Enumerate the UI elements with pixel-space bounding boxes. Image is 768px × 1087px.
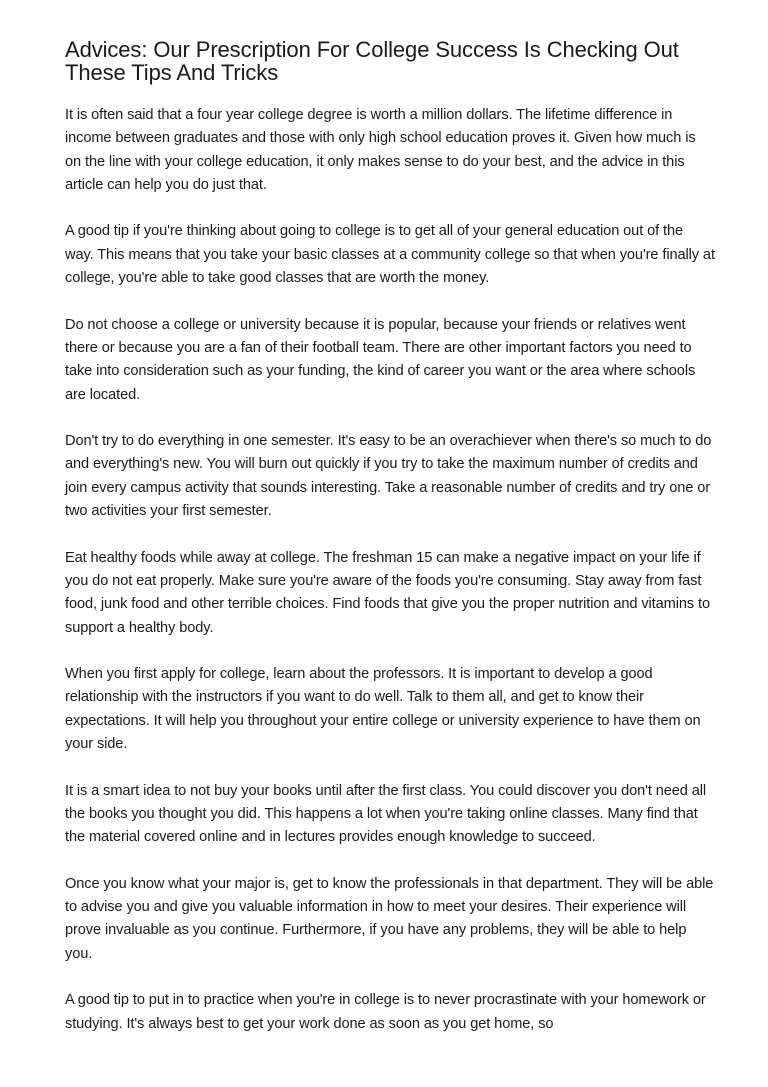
- paragraph: Do not choose a college or university because it is popular, because your friends or relatives went there or because you are a fan of their football team. There are other important factors you need to take into consideration such as your funding, the kind of career you want or the area where schools are located.: [65, 316, 696, 403]
- paragraph: Once you know what your major is, get to know the professionals in that department. They will be able to advise you and give you valuable information in how to meet your desires. Their experience will prove invaluable as you continue. Furthermore, if you have any problems, they will be able to help you.: [65, 875, 714, 962]
- paragraph: A good tip to put in to practice when you're in college is to never procrastinate with your homework or studying. It's always best to get your work done as soon as you get home, so: [65, 992, 706, 1032]
- paragraph: It is a smart idea to not buy your books until after the first class. You could discover you don't need all the books you thought you did. This happens a lot when you're taking online classes. Many find that the material covered online and in lectures provides enough knowledge to succeed.: [65, 782, 707, 846]
- document-title: Advices: Our Prescription For College Success Is Checking Out These Tips And Tricks: [65, 37, 679, 85]
- paragraph: Eat healthy foods while away at college. The freshman 15 can make a negative impact on your life if you do not eat properly. Make sure you're aware of the foods you're consuming. Stay away from fast food, junk food and other terrible choices. Find foods that give you the proper nutrition and vitamins to support a healthy body.: [65, 549, 710, 636]
- document-page: [65, 38, 715, 1059]
- paragraph: Don't try to do everything in one semester. It's easy to be an overachiever when there's so much to do and everything's new. You will burn out quickly if you try to take the maximum number of credits and join every campus activity that sounds interesting. Take a reasonable number of credits and try one or two activities your first semester.: [65, 433, 712, 520]
- paragraph: A good tip if you're thinking about going to college is to get all of your general education out of the way. This means that you take your basic classes at a community college so that when you're finally at college, you're able to take good classes that are worth the money.: [65, 223, 715, 287]
- paragraph: It is often said that a four year college degree is worth a million dollars. The lifetime difference in income between graduates and those with only high school education proves it. Given how much is on the line with your college education, it only makes sense to do your best, and the advice in this article can help you do just that.: [65, 107, 696, 193]
- paragraph: When you first apply for college, learn about the professors. It is important to develop a good relationship with the instructors if you want to do well. Talk to them all, and get to know their expectations. It will help you throughout your entire college or university experience to have them on your side.: [65, 666, 701, 753]
